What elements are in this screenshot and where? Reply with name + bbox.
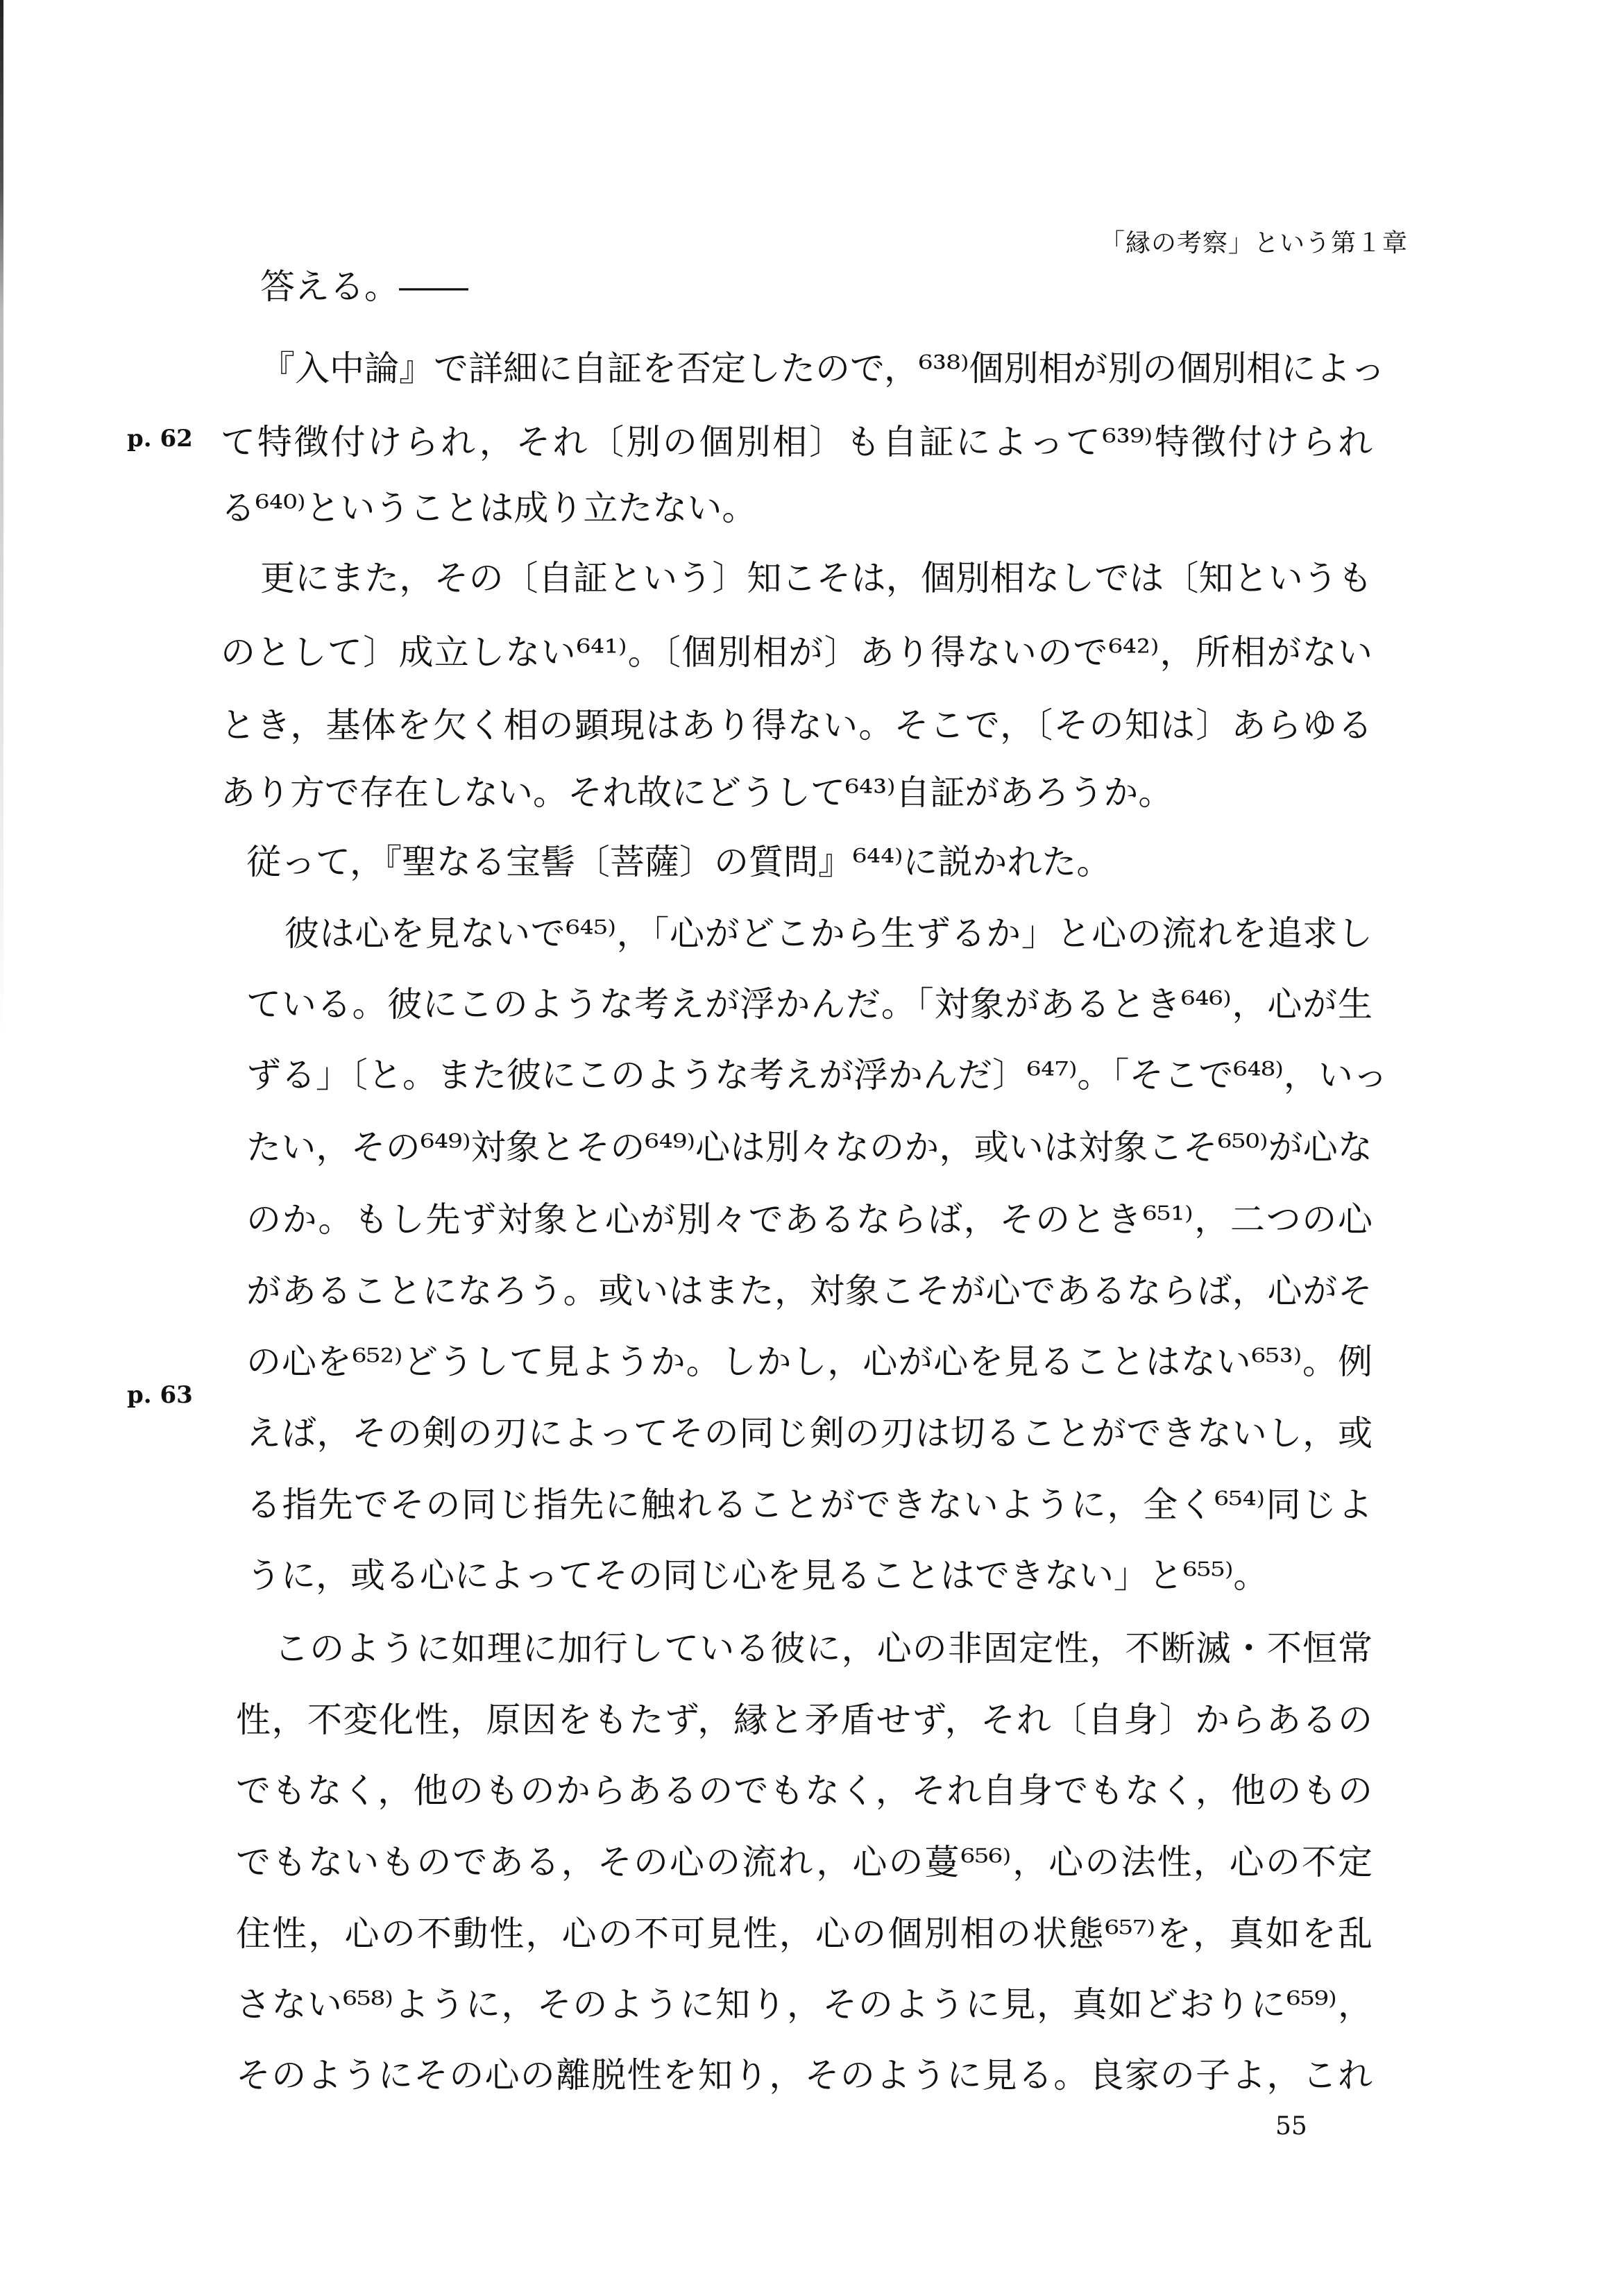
text-line: とき，基体を欠く相の顕現はあり得ない。そこで，〔その知は〕あらゆる <box>221 705 1373 745</box>
text-line: 更にまた，その〔自証という〕知こそは，個別相なしでは〔知というも <box>260 558 1373 598</box>
text-line: 従って，『聖なる宝髻〔菩薩〕の質問』⁶⁴⁴⁾に説かれた。 <box>246 842 1112 882</box>
text-line: 性，不変化性，原因をもたず，縁と矛盾せず，それ〔自身〕からあるの <box>236 1700 1373 1740</box>
text-line: 住性，心の不動性，心の不可見性，心の個別相の状態⁶⁵⁷⁾を，真如を乱 <box>236 1914 1373 1954</box>
text-line: このように如理に加行している彼に，心の非固定性，不断滅・不恒常 <box>274 1628 1373 1669</box>
text-line: のか。もし先ず対象と心が別々であるならば，そのとき⁶⁵¹⁾，二つの心 <box>246 1199 1373 1240</box>
text-line: そのようにその心の離脱性を知り，そのように見る。良家の子よ，これ <box>236 2055 1373 2095</box>
text-line: る⁶⁴⁰⁾ということは成り立たない。 <box>221 488 757 528</box>
text-line: 答える。―― <box>260 267 468 307</box>
scan-edge-shadow <box>0 0 3 1041</box>
text-line: て特徴付けられ，それ〔別の個別相〕も自証によって⁶³⁹⁾特徴付けられ <box>221 422 1373 462</box>
text-line: 『入中論』で詳細に自証を否定したので，⁶³⁸⁾個別相が別の個別相によっ <box>260 348 1386 389</box>
text-line: えば，その剣の刃によってその同じ剣の刃は切ることができないし，或 <box>246 1413 1373 1453</box>
text-line: でもないものである，その心の流れ，心の蔓⁶⁵⁶⁾，心の法性，心の不定 <box>236 1842 1373 1882</box>
page-number: 55 <box>1275 2112 1307 2141</box>
margin-page-ref-63: p. 63 <box>127 1381 193 1409</box>
text-line: のとして〕成立しない⁶⁴¹⁾。〔個別相が〕あり得ないので⁶⁴²⁾，所相がない <box>221 632 1373 673</box>
text-line: の心を⁶⁵²⁾どうして見ようか。しかし，心が心を見ることはない⁶⁵³⁾。例 <box>246 1342 1373 1382</box>
text-line: があることになろう。或いはまた，対象こそが心であるならば，心がそ <box>246 1271 1373 1311</box>
text-line: うに，或る心によってその同じ心を見ることはできない」と⁶⁵⁵⁾。 <box>246 1555 1268 1596</box>
running-head: 「縁の考察」という第１章 <box>1099 229 1408 258</box>
text-line: たい，その⁶⁴⁹⁾対象とその⁶⁴⁹⁾心は別々なのか，或いは対象こそ⁶⁵⁰⁾が心な <box>246 1127 1373 1167</box>
text-line: さない⁶⁵⁸⁾ように，そのように知り，そのように見，真如どおりに⁶⁵⁹⁾， <box>236 1984 1373 2025</box>
text-line: でもなく，他のものからあるのでもなく，それ自身でもなく，他のもの <box>236 1771 1373 1811</box>
text-line: ずる」〔と。また彼にこのような考えが浮かんだ〕⁶⁴⁷⁾。「そこで⁶⁴⁸⁾，いっ <box>246 1055 1388 1095</box>
text-line: る指先でその同じ指先に触れることができないように，全く⁶⁵⁴⁾同じよ <box>246 1485 1373 1525</box>
margin-page-ref-62: p. 62 <box>127 425 193 453</box>
text-line: 彼は心を見ないで⁶⁴⁵⁾，「心がどこから生ずるか」と心の流れを追求し <box>284 913 1373 954</box>
text-line: あり方で存在しない。それ故にどうして⁶⁴³⁾自証があろうか。 <box>221 773 1173 813</box>
text-line: ている。彼にこのような考えが浮かんだ。「対象があるとき⁶⁴⁶⁾，心が生 <box>246 984 1373 1024</box>
